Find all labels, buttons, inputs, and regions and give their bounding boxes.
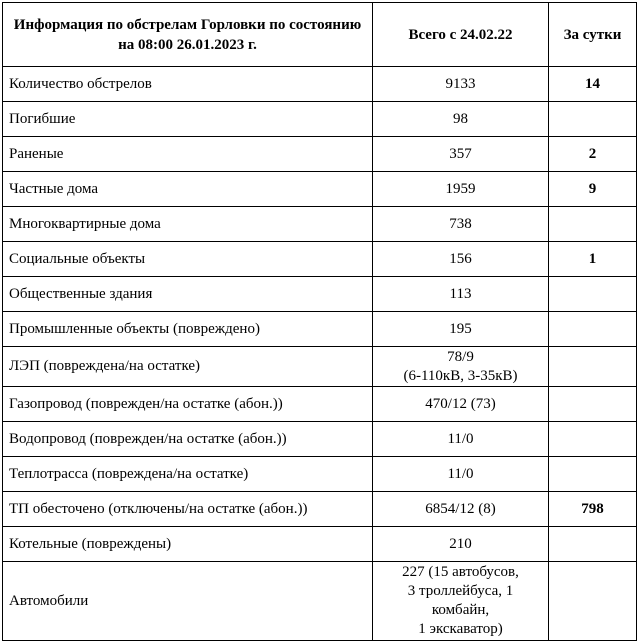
row-total: 470/12 (73) xyxy=(373,387,549,422)
row-label: Социальные объекты xyxy=(3,242,373,277)
table-row xyxy=(3,562,637,641)
table-row xyxy=(3,492,637,527)
table-row xyxy=(3,172,637,207)
row-label: Многоквартирные дома xyxy=(3,207,373,242)
row-label: Теплотрасса (повреждена/на остатке) xyxy=(3,457,373,492)
row-day: 1 xyxy=(549,242,637,277)
row-label: Количество обстрелов xyxy=(3,67,373,102)
table-row xyxy=(3,347,637,387)
table-row xyxy=(3,457,637,492)
total-column-header: Всего с 24.02.22 xyxy=(373,3,549,67)
table-row xyxy=(3,242,637,277)
row-label: Промышленные объекты (повреждено) xyxy=(3,312,373,347)
row-day xyxy=(549,562,637,641)
shelling-info-table xyxy=(2,2,637,641)
row-label: ТП обесточено (отключены/на остатке (абон.)) xyxy=(3,492,373,527)
row-day: 798 xyxy=(549,492,637,527)
row-day xyxy=(549,207,637,242)
day-column-header: За сутки xyxy=(549,3,637,67)
row-total: 9133 xyxy=(373,67,549,102)
row-label: Газопровод (поврежден/на остатке (абон.)) xyxy=(3,387,373,422)
row-label: Водопровод (поврежден/на остатке (абон.)) xyxy=(3,422,373,457)
row-total: 11/0 xyxy=(373,457,549,492)
row-day xyxy=(549,387,637,422)
table-row xyxy=(3,207,637,242)
row-day xyxy=(549,102,637,137)
table-row xyxy=(3,137,637,172)
row-day xyxy=(549,527,637,562)
row-label: ЛЭП (повреждена/на остатке) xyxy=(3,347,373,387)
row-total: 210 xyxy=(373,527,549,562)
table-row xyxy=(3,387,637,422)
table-row xyxy=(3,422,637,457)
row-label: Погибшие xyxy=(3,102,373,137)
row-total: 738 xyxy=(373,207,549,242)
row-total: 357 xyxy=(373,137,549,172)
table-row xyxy=(3,102,637,137)
table-row xyxy=(3,527,637,562)
table-title: Информация по обстрелам Горловки по состоянию на 08:00 26.01.2023 г. xyxy=(3,3,373,67)
row-day xyxy=(549,312,637,347)
row-day: 9 xyxy=(549,172,637,207)
row-label: Общественные здания xyxy=(3,277,373,312)
row-total: 6854/12 (8) xyxy=(373,492,549,527)
row-day xyxy=(549,277,637,312)
row-total: 195 xyxy=(373,312,549,347)
row-label: Котельные (повреждены) xyxy=(3,527,373,562)
table-row xyxy=(3,67,637,102)
table-row xyxy=(3,312,637,347)
row-total: 156 xyxy=(373,242,549,277)
row-total: 78/9 (6-110кВ, 3-35кВ) xyxy=(373,347,549,387)
row-label: Раненые xyxy=(3,137,373,172)
row-label: Автомобили xyxy=(3,562,373,641)
table-row xyxy=(3,277,637,312)
row-total: 98 xyxy=(373,102,549,137)
row-day xyxy=(549,457,637,492)
row-total: 1959 xyxy=(373,172,549,207)
row-day xyxy=(549,422,637,457)
row-total: 11/0 xyxy=(373,422,549,457)
header-row xyxy=(3,3,637,67)
row-day: 14 xyxy=(549,67,637,102)
row-day xyxy=(549,347,637,387)
row-total: 227 (15 автобусов, 3 троллейбуса, 1 комбайн, 1 экскаватор) xyxy=(373,562,549,641)
row-day: 2 xyxy=(549,137,637,172)
row-label: Частные дома xyxy=(3,172,373,207)
row-total: 113 xyxy=(373,277,549,312)
